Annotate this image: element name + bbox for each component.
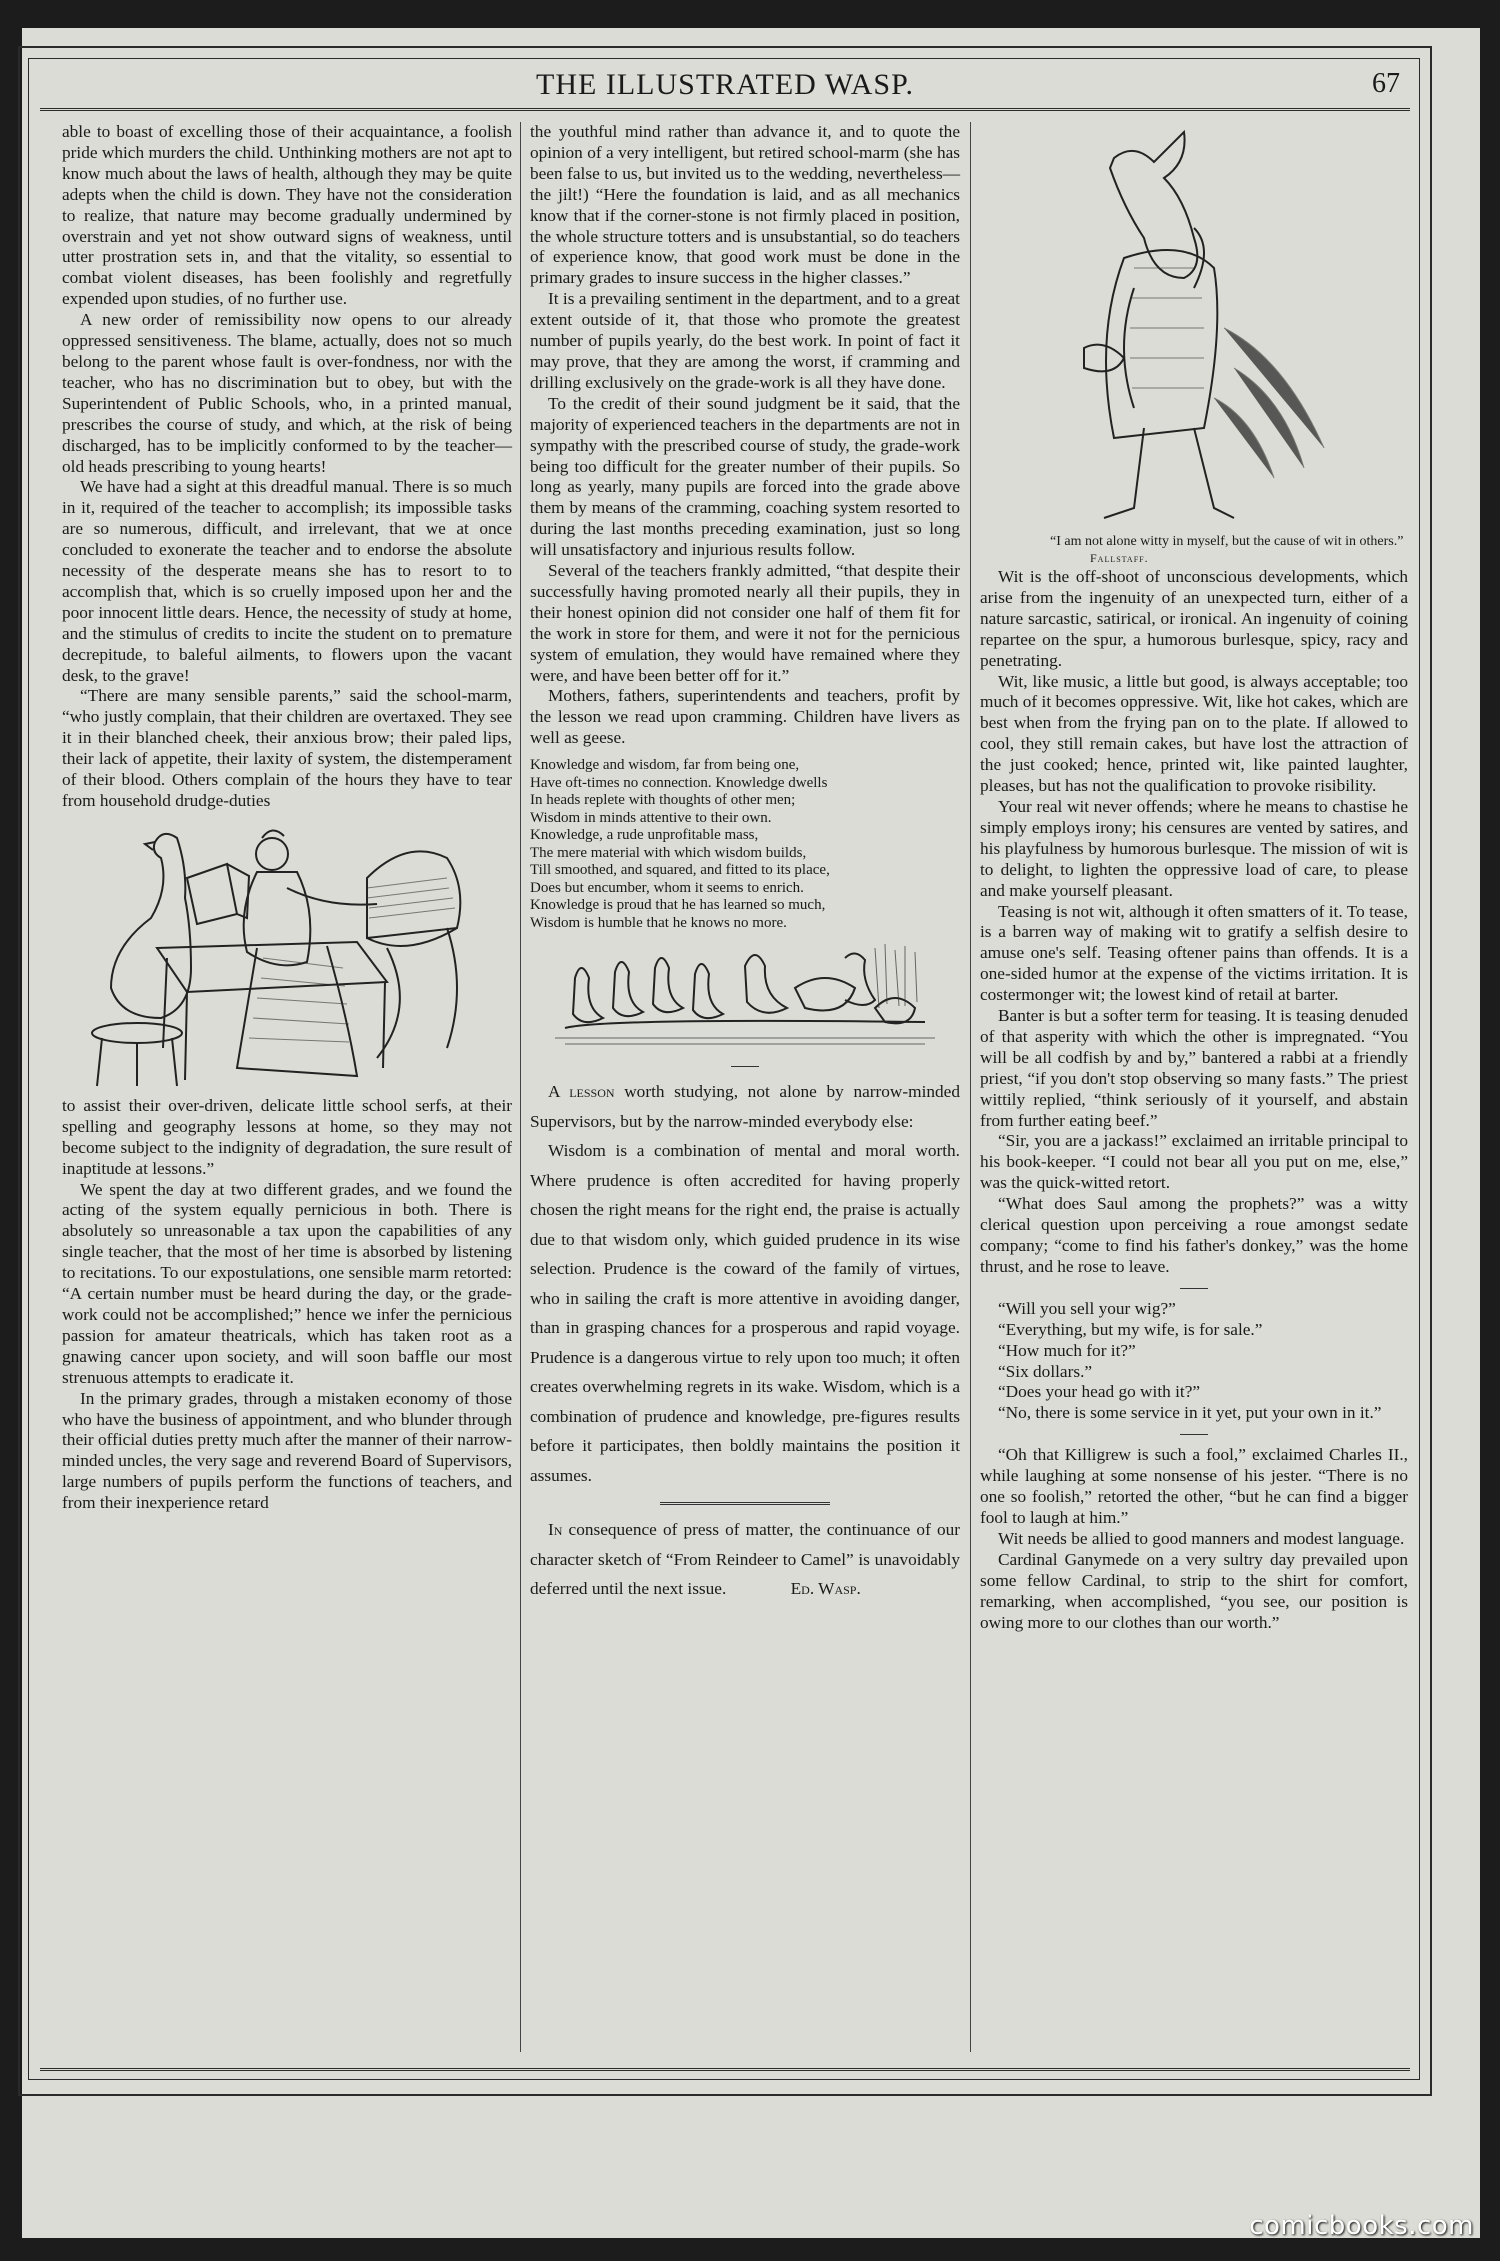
illustration-caption — [980, 534, 1408, 567]
paragraph: Banter is but a softer term for teasing. It is teasing denuded of that asperity with which the other is impregnated. “You will be all codfish by and by,” bantered a rabbi at a friendly priest, “if you don't stop observing so many fasts.” The priest wittily replied, “think seriously of it yourself, and abstain from further eating beef.” — [980, 1006, 1408, 1130]
paragraph: Wit, like music, a little but good, is always acceptable; too much of it becomes oppressive. Wit, like hot cakes, which are best when from the frying pan on to the plate. If allowed to cool, they still remain cakes, but have lost the attraction of the just cooked; hence, printed wit, like painted laughter, pleases, but has not the qualification to provoke risibility. — [980, 671, 1408, 796]
paragraph: Wit is the off-shoot of unconscious developments, which arise from the ingenuity of an unexpected turn, either of a nature sarcastic, satirical, or ironical. An ingenuity of coining repartee on the spur, a humorous burlesque, spicy, racy and penetrating. — [980, 567, 1408, 670]
paragraph: A new order of remissibility now opens to our already oppressed sensitiveness. The blame, actually, does not so much belong to the parent whose fault is over-fondness, nor with the teacher, who has no discrimination but to obey, but with the Superintendent of Public Schools, who, in a printed manual, prescribes the course of study, and which, at the risk of being discharged, has to be implicitly conformed to by the teacher—old heads prescribing to young hearts! — [62, 310, 512, 476]
paragraph: In the primary grades, through a mistaken economy of those who have the business of appointment, and who blunder through their official duties pretty much after the manner of their narrow-minded uncles, the very sage and reverend Board of Supervisors, large numbers of pupils perform the functions of teachers, and from their inexperience retard — [62, 1388, 512, 1513]
column-divider — [970, 122, 971, 2052]
paragraph: It is a prevailing sentiment in the department, and to a great extent outside of it, that those who promote the greatest number of pupils yearly, do the best work. In point of fact it may prove, that they are among the worst, if cramming and drilling exclusively on the grade-work is all they have done. — [530, 289, 960, 392]
bottom-rule — [40, 2068, 1410, 2071]
donkey-figure-illustration — [1044, 128, 1344, 528]
paragraph: To the credit of their sound judgment be it said, that the majority of experienced teachers in the departments are not in sympathy with the prescribed course of study, the grade-work being too difficult for the greater number of their pupils. So long as yearly, many pupils are forced into the grade above them by means of the cramming, coaching system resorted to during the last months preceding examination, just so long will unsatisfactory and injurious results follow. — [530, 393, 960, 560]
dialogue-line: “How much for it?” — [998, 1340, 1136, 1360]
paragraph: Cardinal Ganymede on a very sultry day prevailed upon some fellow Cardinal, to strip to the shirt for comfort, remarking, when accomplished, “you see, our position is owing more to our clothes than our worth.” — [980, 1549, 1408, 1632]
paragraph: Wisdom is a combination of mental and moral worth. Where prudence is often accredited for having properly chosen the right means for the right end, the praise is actually due to that wisdom only, which guided prudence in its wise selection. Prudence is the coward of the family of virtues, who in sailing the craft is more attentive in avoiding danger, than in grasping chances for a prosperous and rapid voyage. Prudence is a dangerous virtue to rely upon too much; it often creates overwhelming regrets in its wake. Wisdom, which is a combination of prudence and knowledge, pre-figures results before it participates, then boldly maintains the position it assumes. — [530, 1141, 960, 1485]
dialogue-line: “Does your head go with it?” — [998, 1382, 1201, 1402]
paragraph: Wit needs be allied to good manners and modest language. — [998, 1528, 1405, 1548]
poem-line: Till smoothed, and squared, and fitted to its place, — [530, 862, 830, 879]
dialogue-line: “Will you sell your wig?” — [998, 1298, 1176, 1318]
paragraph: Your real wit never offends; where he means to chastise he simply employs irony; his censures are vented by satires, and his playfulness by humorous burlesque. The mission of wit is to delight, to lighten the oppressive load of care, to please and make yourself pleasant. — [980, 796, 1408, 900]
paragraph: “Sir, you are a jackass!” exclaimed an irritable principal to his book-keeper. “I could not bear all you put on me, else,” was the quick-witted retort. — [980, 1131, 1408, 1193]
editorial-note: consequence of press of matter, the continuance of our character sketch of “From Reindeer to Camel” is unavoidably deferred until the next issue. — [530, 1520, 960, 1599]
paragraph: “Oh that Killigrew is such a fool,” exclaimed Charles II., while laughing at some nonsense of his jester. “There is no one so foolish,” retorted the other, “but he can find a bigger fool to laugh at him.” — [980, 1445, 1408, 1527]
paragraph: Teasing is not wit, although it often smatters of it. To tease, is a barren way of making wit to gratify a selfish desire to amuse one's self. Teasing oftener pains than offends. It is a one-sided humor at the expense of the victims irritation. It is costermonger wit; the lowest kind of retail at barter. — [980, 901, 1408, 1005]
dialogue-line: “Six dollars.” — [998, 1361, 1093, 1381]
paragraph: “What does Saul among the prophets?” was a witty clerical question upon perceiving a roue amongst sedate company; “come to find his father's donkey,” was the home thrust, and he rose to leave. — [980, 1194, 1408, 1276]
poem-line: The mere material with which wisdom builds, — [530, 844, 807, 861]
paragraph: worth studying, not alone by narrow-minded Supervisors, but by the narrow-minded everybody else: — [530, 1082, 960, 1131]
poem-line: Does but encumber, whom it seems to enrich. — [530, 879, 804, 896]
poem-line: Have oft-times no connection. Knowledge dwells — [530, 774, 828, 791]
poem — [530, 757, 960, 932]
column-divider — [520, 122, 521, 2052]
paragraph: “There are many sensible parents,” said the school-marm, “who justly complain, that their children are overtaxed. They see it in their blanched cheek, their anxious brow; their paled lips, their lack of appetite, their laxity of system, the distemperament of their blood. Others complain of the hours they have to tear from household drudge-duties — [62, 686, 512, 810]
lead-word: In — [548, 1520, 563, 1540]
paragraph: to assist their over-driven, delicate little school serfs, at their spelling and geography lessons at home, so they may not become subject to the indignity of degradation, the sure result of inaptitude at lessons.” — [62, 1095, 512, 1178]
section-dash — [1180, 1288, 1208, 1289]
poem-line: Wisdom is humble that he knows no more. — [530, 914, 787, 931]
paragraph: able to boast of excelling those of their acquaintance, a foolish pride which murders the child. Unthinking mothers are not apt to know much about the laws of health, although they may be quite adepts when the child is down. They have not the consideration to realize, that nature may become gradually undermined by overstrain and yet not show outward signs of weakness, until utter prostration sets in, and that the vitality, so essential to combat violent diseases, has been foolishly and regretfully expended upon studies, of no further use. — [62, 122, 512, 309]
publication-title: THE ILLUSTRATED WASP. — [536, 68, 914, 101]
poem-line: Wisdom in minds attentive to their own. — [530, 809, 772, 826]
schoolroom-illustration — [67, 818, 507, 1090]
dialogue-line: “No, there is some service in it yet, put your own in it.” — [998, 1403, 1382, 1423]
paragraph: Several of the teachers frankly admitted, “that despite their successfully having promoted nearly all their pupils, they in their honest opinion did not consider one half of them fit for the work in store for them, and were it not for the pernicious system of emulation, they would have remained where they were, and have been better off for it.” — [530, 561, 960, 685]
editor-signature: Ed. Wasp. — [790, 1579, 861, 1599]
paragraph: We have had a sight at this dreadful manual. There is so much in it, required of the teacher to accomplish; its impossible tasks are so numerous, difficult, and irrelevant, that we at once concluded to exonerate the teacher and to endorse the absolute necessity of the desperate means she has to resort to to accomplish that, which is so cruelly imposed upon her and the poor innocent little dears. Hence, the necessity of study at home, and the stimulus of credits to incite the student on to premature decrepitude, to baleful ailments, to flowers upon the vacant desk, to the grave! — [62, 477, 512, 685]
column-1 — [62, 122, 512, 1514]
geese-illustration — [545, 938, 945, 1056]
column-3 — [980, 122, 1408, 1633]
poem-line: Knowledge, a rude unprofitable mass, — [530, 827, 759, 844]
lead-word: A lesson — [548, 1082, 615, 1102]
poem-line: Knowledge and wisdom, far from being one, — [530, 757, 800, 774]
caption-quote: “I am not alone witty in myself, but the cause of wit in others.” — [1050, 534, 1404, 549]
page-number: 67 — [1372, 68, 1400, 99]
poem-line: Knowledge is proud that he has learned so much, — [530, 897, 826, 914]
paragraph: Mothers, fathers, superintendents and teachers, profit by the lesson we read upon cramming. Children have livers as well as geese. — [530, 686, 960, 748]
section-dash — [731, 1066, 759, 1067]
running-header — [40, 62, 1410, 111]
section-separator — [660, 1502, 830, 1505]
caption-attribution: Fallstaff. — [1090, 551, 1149, 565]
dialogue-line: “Everything, but my wife, is for sale.” — [998, 1319, 1263, 1339]
site-watermark: comicbooks.com — [1249, 2211, 1474, 2241]
section-dash — [1180, 1434, 1208, 1435]
column-2 — [530, 122, 960, 1604]
paragraph: We spent the day at two different grades, and we found the acting of the system equally pernicious in both. There is absolutely so unreasonable a tax upon the capabilities of any single teacher, that the most of her time is absorbed by listening to recitations. To our expostulations, one sensible marm retorted: “A certain number must be heard during the day, or the grade-work could not be accomplished;” hence we infer the pernicious passion for amateur theatricals, which has taken root as a gnawing cancer upon society, and will soon baffle our most strenuous attempts to eradicate it. — [62, 1179, 512, 1387]
paragraph: the youthful mind rather than advance it, and to quote the opinion of a very intelligent, but retired school-marm (she has been false to us, but invited us to the wedding, nevertheless—the jilt!) “Here the foundation is laid, and as all mechanics know that if the corner-stone is not firmly placed in position, the whole structure totters and is unsubstantial, so do teachers of experience know, that good work must be done in the primary grades to insure success in the higher classes.” — [530, 122, 960, 288]
poem-line: In heads replete with thoughts of other men; — [530, 792, 796, 809]
